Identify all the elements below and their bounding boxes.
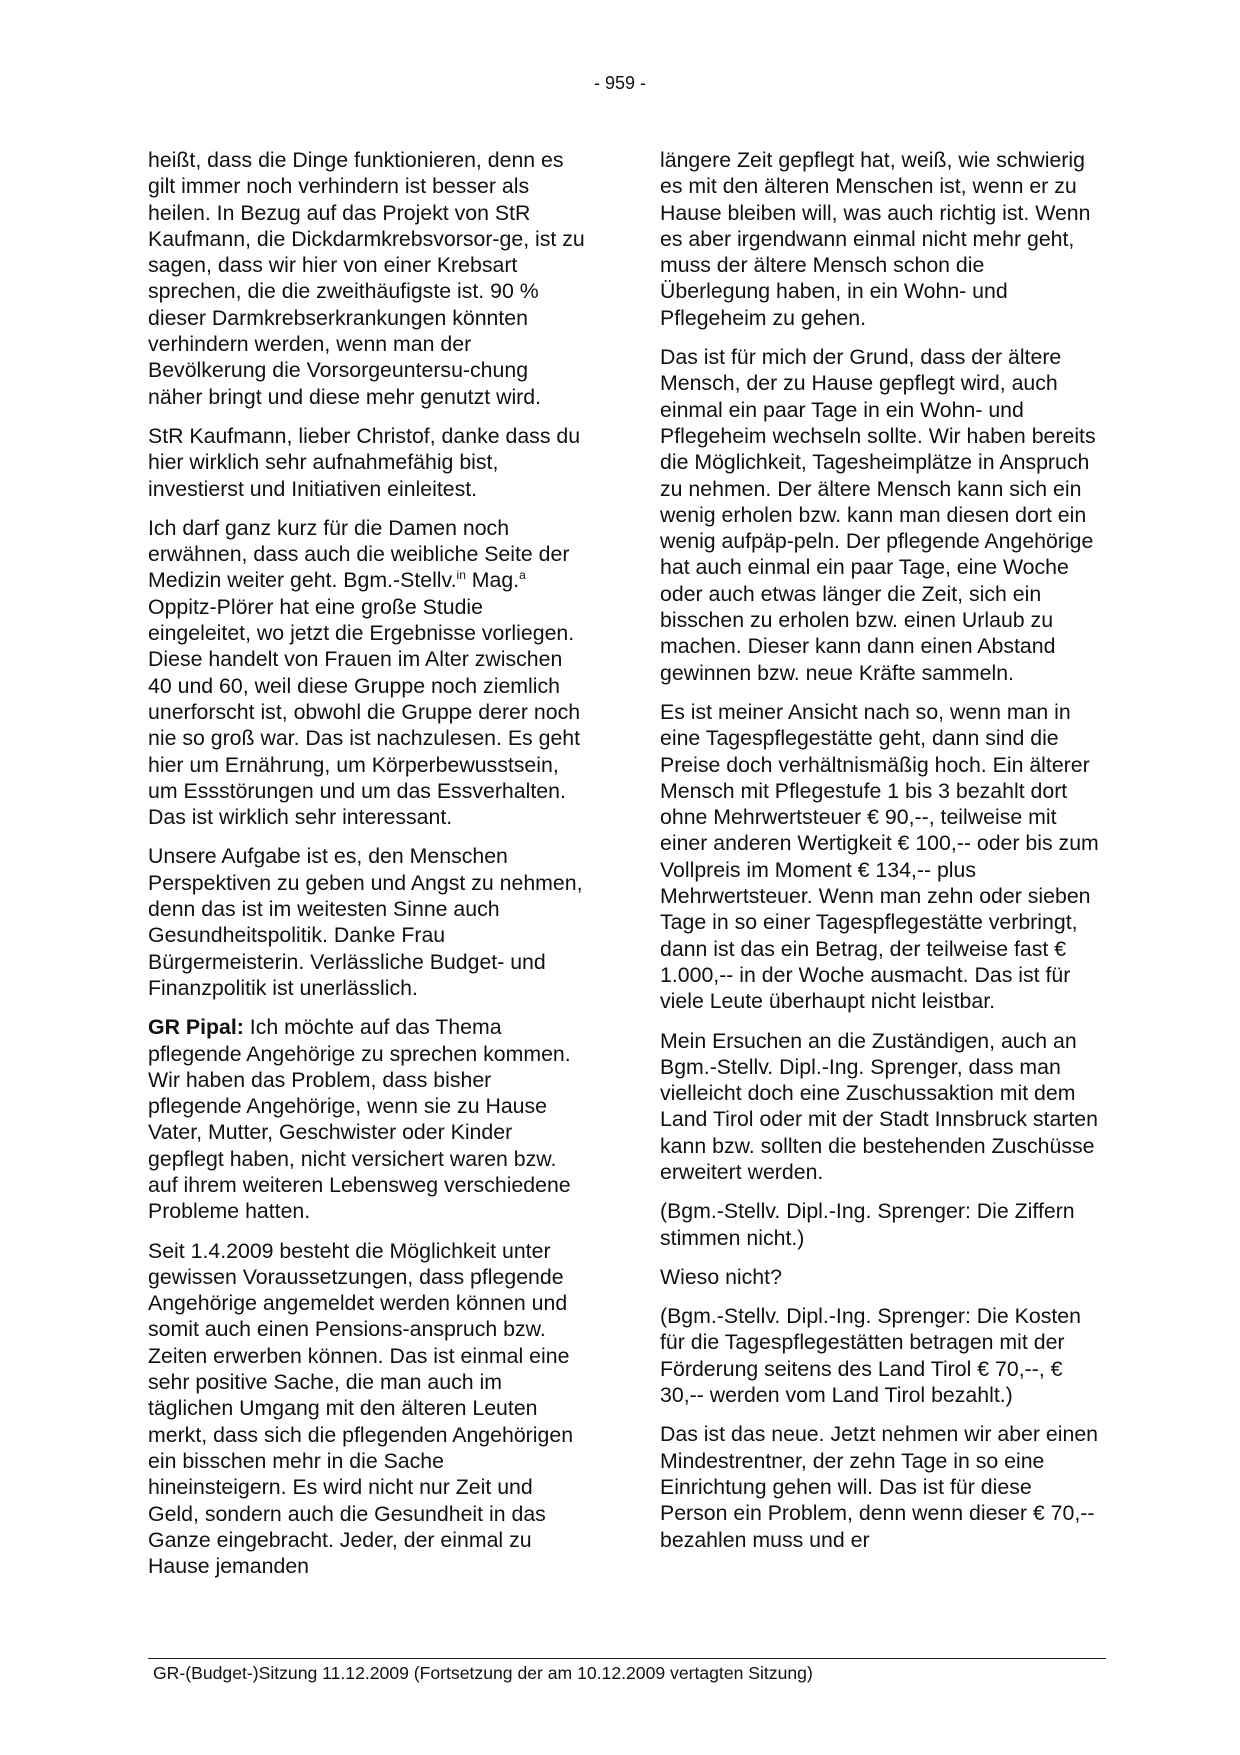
left-column: [148, 147, 588, 1579]
paragraph: Seit 1.4.2009 besteht die Möglichkeit unter gewissen Voraussetzungen, dass pflegende Angehörige angemeldet werden können und somit auch einen Pensions-anspruch bzw. Zeiten erwerben können. Das ist einmal eine sehr positive Sache, die man auch im täglichen Umgang mit den älteren Leuten merkt, dass sich die pflegenden Angehörigen ein bisschen mehr in die Sache hineinsteigern. Es wird nicht nur Zeit und Geld, sondern auch die Gesundheit in das Ganze eingebracht. Jeder, der einmal zu Hause jemanden: [148, 1238, 574, 1579]
paragraph: längere Zeit gepflegt hat, weiß, wie schwierig es mit den älteren Menschen ist, wenn er zu Hause bleiben will, was auch richtig ist. Wenn es aber irgendwann einmal nicht mehr geht, muss der ältere Mensch schon die Überlegung haben, in ein Wohn- und Pflegeheim zu gehen.: [660, 148, 1091, 330]
paragraph: (Bgm.-Stellv. Dipl.-Ing. Sprenger: Die Ziffern stimmen nicht.): [660, 1199, 1075, 1250]
paragraph: Es ist meiner Ansicht nach so, wenn man in eine Tagespflegestätte geht, dann sind die Preise doch verhältnismäßig hoch. Ein älterer Mensch mit Pflegestufe 1 bis 3 bezahlt dort ohne Mehrwertsteuer € 90,--, teilweise mit einer anderen Wertigkeit € 100,-- oder bis zum Vollpreis im Moment € 134,-- plus Mehrwertsteuer. Wenn man zehn oder sieben Tage in so einer Tagespflegestätte verbringt, dann ist das ein Betrag, der teilweise fast € 1.000,-- in der Woche ausmacht. Das ist für viele Leute überhaupt nicht leistbar.: [660, 699, 1099, 1014]
paragraph: [148, 515, 588, 831]
paragraph: Mein Ersuchen an die Zuständigen, auch an Bgm.-Stellv. Dipl.-Ing. Sprenger, dass man vielleicht doch eine Zuschussaktion mit dem Land Tirol oder mit der Stadt Innsbruck starten kann bzw. sollten die bestehenden Zuschüsse erweitert werden.: [660, 1028, 1098, 1184]
superscript: in: [456, 568, 466, 583]
paragraph: Unsere Aufgabe ist es, den Menschen Perspektiven zu geben und Angst zu nehmen, denn das ist im weitesten Sinne auch Gesundheitspolitik. Danke Frau Bürgermeisterin. Verlässliche Budget- und Finanzpolitik ist unerlässlich.: [148, 844, 583, 1000]
footer-text: GR-(Budget-)Sitzung 11.12.2009 (Fortsetzung der am 10.12.2009 vertagten Sitzung): [153, 1663, 813, 1683]
paragraph: [148, 1014, 588, 1224]
superscript: a: [519, 568, 526, 583]
right-column: [660, 147, 1100, 1553]
footer-divider: [148, 1658, 1106, 1659]
paragraph-text: Ich darf ganz kurz für die Damen noch erwähnen, dass auch die weibliche Seite der Medizin weiter geht. Bgm.-Stellv.: [148, 515, 570, 593]
paragraph: StR Kaufmann, lieber Christof, danke dass du hier wirklich sehr aufnahmefähig bist, investierst und Initiativen einleitest.: [148, 423, 581, 501]
paragraph: Das ist das neue. Jetzt nehmen wir aber einen Mindestrentner, der zehn Tage in so eine Einrichtung gehen will. Das ist für diese Person ein Problem, denn wenn dieser € 70,-- bezahlen muss und er: [660, 1422, 1099, 1552]
speaker-name: GR Pipal:: [148, 1015, 244, 1040]
paragraph-text: Ich möchte auf das Thema pflegende Angehörige zu sprechen kommen. Wir haben das Problem, dass bisher pflegende Angehörige, wenn sie zu Hause Vater, Mutter, Geschwister oder Kinder gepflegt haben, nicht versichert waren bzw. auf ihrem weiteren Lebensweg verschiedene Probleme hatten.: [148, 1015, 571, 1224]
paragraph: (Bgm.-Stellv. Dipl.-Ing. Sprenger: Die Kosten für die Tagespflegestätten betragen mit der Förderung seitens des Land Tirol € 70,--, € 30,-- werden vom Land Tirol bezahlt.): [660, 1304, 1081, 1408]
paragraph-text: Mag.: [471, 568, 520, 593]
paragraph: Das ist für mich der Grund, dass der ältere Mensch, der zu Hause gepflegt wird, auch einmal ein paar Tage in ein Wohn- und Pflegeheim wechseln sollte. Wir haben bereits die Möglichkeit, Tagesheimplätze in Anspruch zu nehmen. Der ältere Mensch kann sich ein wenig erholen bzw. kann man diesen dort ein wenig aufpäp-peln. Der pflegende Angehörige hat auch einmal ein paar Tage, eine Woche oder auch etwas länger die Zeit, sich ein bisschen zu erholen bzw. einen Urlaub zu machen. Dieser kann dann einen Abstand gewinnen bzw. neue Kräfte sammeln.: [660, 345, 1096, 685]
paragraph-text: Oppitz-Plörer hat eine große Studie eingeleitet, wo jetzt die Ergebnisse vorliegen. Diese handelt von Frauen im Alter zwischen 40 und 60, weil diese Gruppe noch ziemlich unerforscht ist, obwohl die Gruppe derer noch nie so groß war. Das ist nachzulesen. Es geht hier um Ernährung, um Körperbewusstsein, um Essstörungen und um das Essverhalten. Das ist wirklich sehr interessant.: [148, 594, 581, 830]
page-number: - 959 -: [593, 73, 647, 93]
paragraph: Wieso nicht?: [660, 1264, 782, 1289]
paragraph: heißt, dass die Dinge funktionieren, denn es gilt immer noch verhindern ist besser als heilen. In Bezug auf das Projekt von StR Kaufmann, die Dickdarmkrebsvorsor-ge, ist zu sagen, dass wir hier von einer Krebsart sprechen, die die zweithäufigste ist. 90 % dieser Darmkrebserkrankungen könnten verhindern werden, wenn man der Bevölkerung die Vorsorgeuntersu-chung näher bringt und diese mehr genutzt wird.: [148, 148, 585, 409]
